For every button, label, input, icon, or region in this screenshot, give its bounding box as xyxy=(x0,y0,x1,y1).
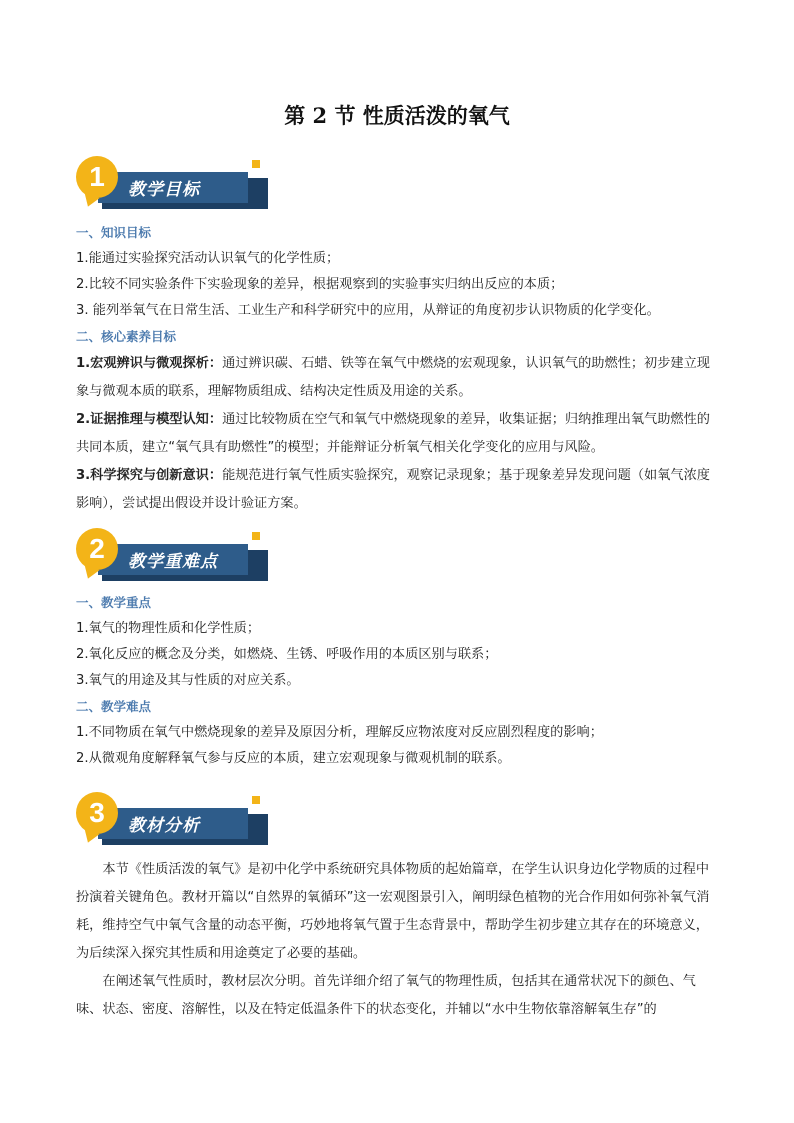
decor-square xyxy=(252,160,260,168)
item-lead: 3.科学探究与创新意识： xyxy=(76,468,223,483)
section-1-content xyxy=(76,220,718,518)
paragraph: 本节《性质活泼的氧气》是初中化学中系统研究具体物质的起始篇章，在学生认识身边化学物质的过程中扮演着关键角色。教材开篇以“自然界的氧循环”这一宏观图景引入，阐明绿色植物的光合作用如何弥补氧气消耗，维持空气中氧气含量的动态平衡，巧妙地将氧气置于生态背景中，帮助学生初步建立其存在的环境意义，为后续深入探究其性质和用途奠定了必要的基础。 xyxy=(76,862,710,961)
item-lead: 1.宏观辨识与微观探析： xyxy=(76,356,223,371)
section-label: 教学目标 xyxy=(98,172,248,203)
list-item: 3.氧气的用途及其与性质的对应关系。 xyxy=(76,673,300,688)
decor-square xyxy=(252,532,260,540)
section-header-1 xyxy=(76,156,276,214)
page-title: 第 2 节 性质活泼的氧气 xyxy=(284,103,510,128)
section-header-2 xyxy=(76,528,276,586)
subheading: 一、教学重点 xyxy=(76,595,152,610)
item-lead: 2.证据推理与模型认知： xyxy=(76,412,223,427)
item-text: 通过辨识碳、石蜡、铁等在氧气中燃烧的宏观现象，认识氧气的助燃性；初步建立现象与微观本质的联系，理解物质组成、结构决定性质及用途的关系。 xyxy=(76,356,710,399)
section-label: 教材分析 xyxy=(98,808,248,839)
item-text: 能规范进行氧气性质实验探究，观察记录现象；基于现象差异发现问题（如氧气浓度影响），尝试提出假设并设计验证方案。 xyxy=(76,468,710,511)
section-number: 1 xyxy=(76,156,118,198)
list-item xyxy=(76,462,718,518)
section-label: 教学重难点 xyxy=(98,544,248,575)
list-item: 1.氧气的物理性质和化学性质； xyxy=(76,621,261,636)
section-2-content xyxy=(76,590,718,772)
list-item: 1.能通过实验探究活动认识氧气的化学性质； xyxy=(76,251,340,266)
section-number: 2 xyxy=(76,528,118,570)
list-item: 2.从微观角度解释氧气参与反应的本质，建立宏观现象与微观机制的联系。 xyxy=(76,751,511,766)
list-item: 1.不同物质在氧气中燃烧现象的差异及原因分析，理解反应物浓度对反应剧烈程度的影响； xyxy=(76,725,603,740)
list-item: 3. 能列举氧气在日常生活、工业生产和科学研究中的应用，从辩证的角度初步认识物质的化学变化。 xyxy=(76,303,660,318)
list-item xyxy=(76,406,718,462)
item-text: 通过比较物质在空气和氧气中燃烧现象的差异，收集证据；归纳推理出氧气助燃性的共同本质，建立“氧气具有助燃性”的模型；并能辩证分析氧气相关化学变化的应用与风险。 xyxy=(76,412,710,455)
subheading: 一、知识目标 xyxy=(76,225,152,240)
subheading: 二、核心素养目标 xyxy=(76,329,177,344)
subheading: 二、教学难点 xyxy=(76,699,152,714)
list-item: 2.比较不同实验条件下实验现象的差异，根据观察到的实验事实归纳出反应的本质； xyxy=(76,277,564,292)
list-item: 2.氧化反应的概念及分类，如燃烧、生锈、呼吸作用的本质区别与联系； xyxy=(76,647,498,662)
list-item xyxy=(76,350,718,406)
section-header-3 xyxy=(76,792,276,850)
paragraph: 在阐述氧气性质时，教材层次分明。首先详细介绍了氧气的物理性质，包括其在通常状况下的颜色、气味、状态、密度、溶解性，以及在特定低温条件下的状态变化，并辅以“水中生物依靠溶解氧生存”的 xyxy=(76,974,696,1017)
decor-square xyxy=(252,796,260,804)
section-3-content xyxy=(76,856,718,1024)
section-number: 3 xyxy=(76,792,118,834)
